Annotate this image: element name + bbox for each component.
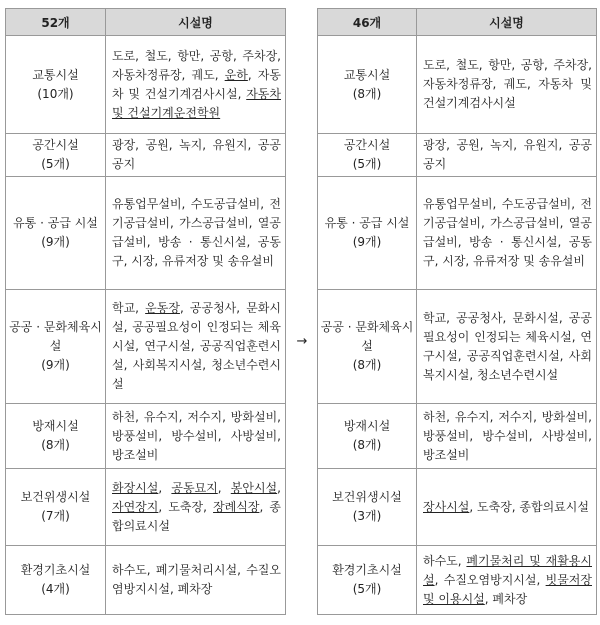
category-cell [318,469,417,546]
changed-facility-text: 자동차 및 건설기계운전학원 [112,86,281,120]
category-name: 공간시설 [32,138,79,152]
header-count: 46개 [318,9,417,36]
changed-facility-text: 화장시설 [112,480,159,495]
category-name: 유통 · 공급 시설 [324,216,410,230]
table-row [318,404,597,469]
table-row [6,290,286,404]
category-name: 공공 · 문화체육시설 [9,320,102,353]
category-cell [318,134,417,177]
category-count: (4개) [41,582,70,596]
facility-text: 학교, [112,301,146,315]
category-count: (8개) [41,438,70,452]
category-name: 공공 · 문화체육시설 [320,320,414,353]
category-count: (7개) [41,509,70,523]
category-cell [6,469,106,546]
facility-text: 학교, 공공청사, 문화시설, 공공필요성이 인정되는 체육시설, 연구시설, 공공직업훈련시설, 사회복지시설, 청소년수련시설 [423,310,592,382]
facility-list-cell [106,546,286,615]
changed-facility-text: 장사시설 [423,499,470,514]
table-row [318,36,597,134]
facility-text: 유통업무설비, 수도공급설비, 전기공급설비, 가스공급설비, 열공급설비, 방송 · 통신시설, 공동구, 시장, 유류저장 및 송유설비 [112,197,281,268]
header-row [318,9,597,36]
category-name: 보건위생시설 [332,490,402,504]
category-cell [318,290,417,404]
table-row [6,36,286,134]
facility-list-cell [417,177,597,290]
facility-text: 하수도, 폐기물처리시설, 수질오염방지시설, 폐차장 [112,563,281,596]
table-row [318,177,597,290]
facility-text: 하수도, [423,553,467,568]
facility-text: , [217,480,231,495]
category-name: 보건위생시설 [20,490,91,504]
table-row [318,290,597,404]
facility-text: 하천, 유수지, 저수지, 방화설비, 방풍설비, 방수설비, 사방설비, 방조설비 [423,409,592,462]
category-cell [6,404,106,469]
table-after [317,8,597,615]
category-cell [6,546,106,615]
table-row [318,134,597,177]
facility-list-cell [417,469,597,546]
category-count: (3개) [352,509,382,523]
header-facility-name: 시설명 [417,9,597,36]
facility-text: 도로, 철도, 항만, 공항, 주차장, 자동차정류장, 궤도, 자동차 및 건설기계검사시설 [423,58,592,110]
category-name: 환경기초시설 [332,563,402,577]
category-count: (5개) [352,582,382,596]
facility-text: 광장, 공원, 녹지, 유원지, 공공공지 [112,138,281,171]
category-count: (9개) [41,235,70,249]
table-body [6,36,286,615]
facility-list-cell [106,134,286,177]
category-cell [318,36,417,134]
category-name: 공간시설 [343,138,391,152]
facility-list-cell [106,177,286,290]
header-count: 52개 [6,9,106,36]
facility-text: 하천, 유수지, 저수지, 방화설비, 방풍설비, 방수설비, 사방설비, 방조설비 [112,409,281,462]
changed-facility-text: 자연장지 [112,499,159,514]
changed-facility-text: 폐기물처리 및 재활용시설 [423,553,592,587]
category-count: (8개) [352,438,382,452]
changed-facility-text: 장례식장 [213,499,260,514]
category-cell [318,546,417,615]
category-cell [6,177,106,290]
category-count: (5개) [41,157,70,171]
facility-list-cell [106,290,286,404]
facility-list-cell [417,404,597,469]
facility-text: , 폐차장 [484,591,528,606]
facility-text: , [277,480,281,495]
changed-facility-text: 봉안시설 [230,480,278,495]
category-count: (8개) [352,358,382,372]
table-row [6,177,286,290]
category-cell [318,177,417,290]
facility-text: , 종합의료시설 [112,499,281,533]
table-body [318,36,597,615]
facility-text: , 도축장, [158,499,214,514]
category-cell [6,134,106,177]
category-cell [6,290,106,404]
header-row [6,9,286,36]
facility-text: , 자동차 및 건설기계검사시설, [112,67,281,101]
facility-list-cell [417,290,597,404]
changed-facility-text: 공동묘지 [171,480,218,495]
category-cell [318,404,417,469]
category-count: (10개) [37,86,74,101]
table-row [6,404,286,469]
changed-facility-text: 빗물저장 및 이용시설 [423,572,592,606]
facility-text: 도로, 철도, 항만, 공항, 주차장, 자동차정류장, 궤도, [112,48,281,82]
changed-facility-text: 운하 [224,67,248,82]
table-row [318,469,597,546]
changed-facility-text: 운동장 [145,301,180,315]
facility-list-cell [106,469,286,546]
category-count: (9개) [352,235,382,249]
category-cell [6,36,106,134]
arrow-icon: → [296,334,308,349]
table-before [5,8,286,615]
table-row [6,134,286,177]
facility-text: , 수질오염방지시설, [434,572,546,587]
facility-list-cell [417,36,597,134]
category-name: 방재시설 [343,419,391,433]
table-row [6,546,286,615]
category-name: 방재시설 [32,419,79,433]
category-name: 유통 · 공급 시설 [13,216,98,230]
facility-text: , 도축장, 종합의료시설 [469,499,589,514]
category-count: (9개) [41,358,70,372]
facility-list-cell [417,134,597,177]
category-name: 교통시설 [32,67,79,82]
category-count: (5개) [352,157,382,171]
table-row [318,546,597,615]
header-facility-name: 시설명 [106,9,286,36]
facility-text: 유통업무설비, 수도공급설비, 전기공급설비, 가스공급설비, 열공급설비, 방송 · 통신시설, 공동구, 시장, 유류저장 및 송유설비 [423,197,592,268]
facility-text: , [158,480,172,495]
facility-text: , 공공청사, 문화시설, 공공필요성이 인정되는 체육시설, 연구시설, 공공직업훈련시설, 사회복지시설, 청소년수련시설 [112,301,281,391]
category-count: (8개) [352,86,382,101]
facility-list-cell [417,546,597,615]
table-row [6,469,286,546]
category-name: 환경기초시설 [20,563,91,577]
category-name: 교통시설 [343,67,391,82]
facility-list-cell [106,36,286,134]
facility-text: 광장, 공원, 녹지, 유원지, 공공공지 [423,138,592,171]
facility-list-cell [106,404,286,469]
